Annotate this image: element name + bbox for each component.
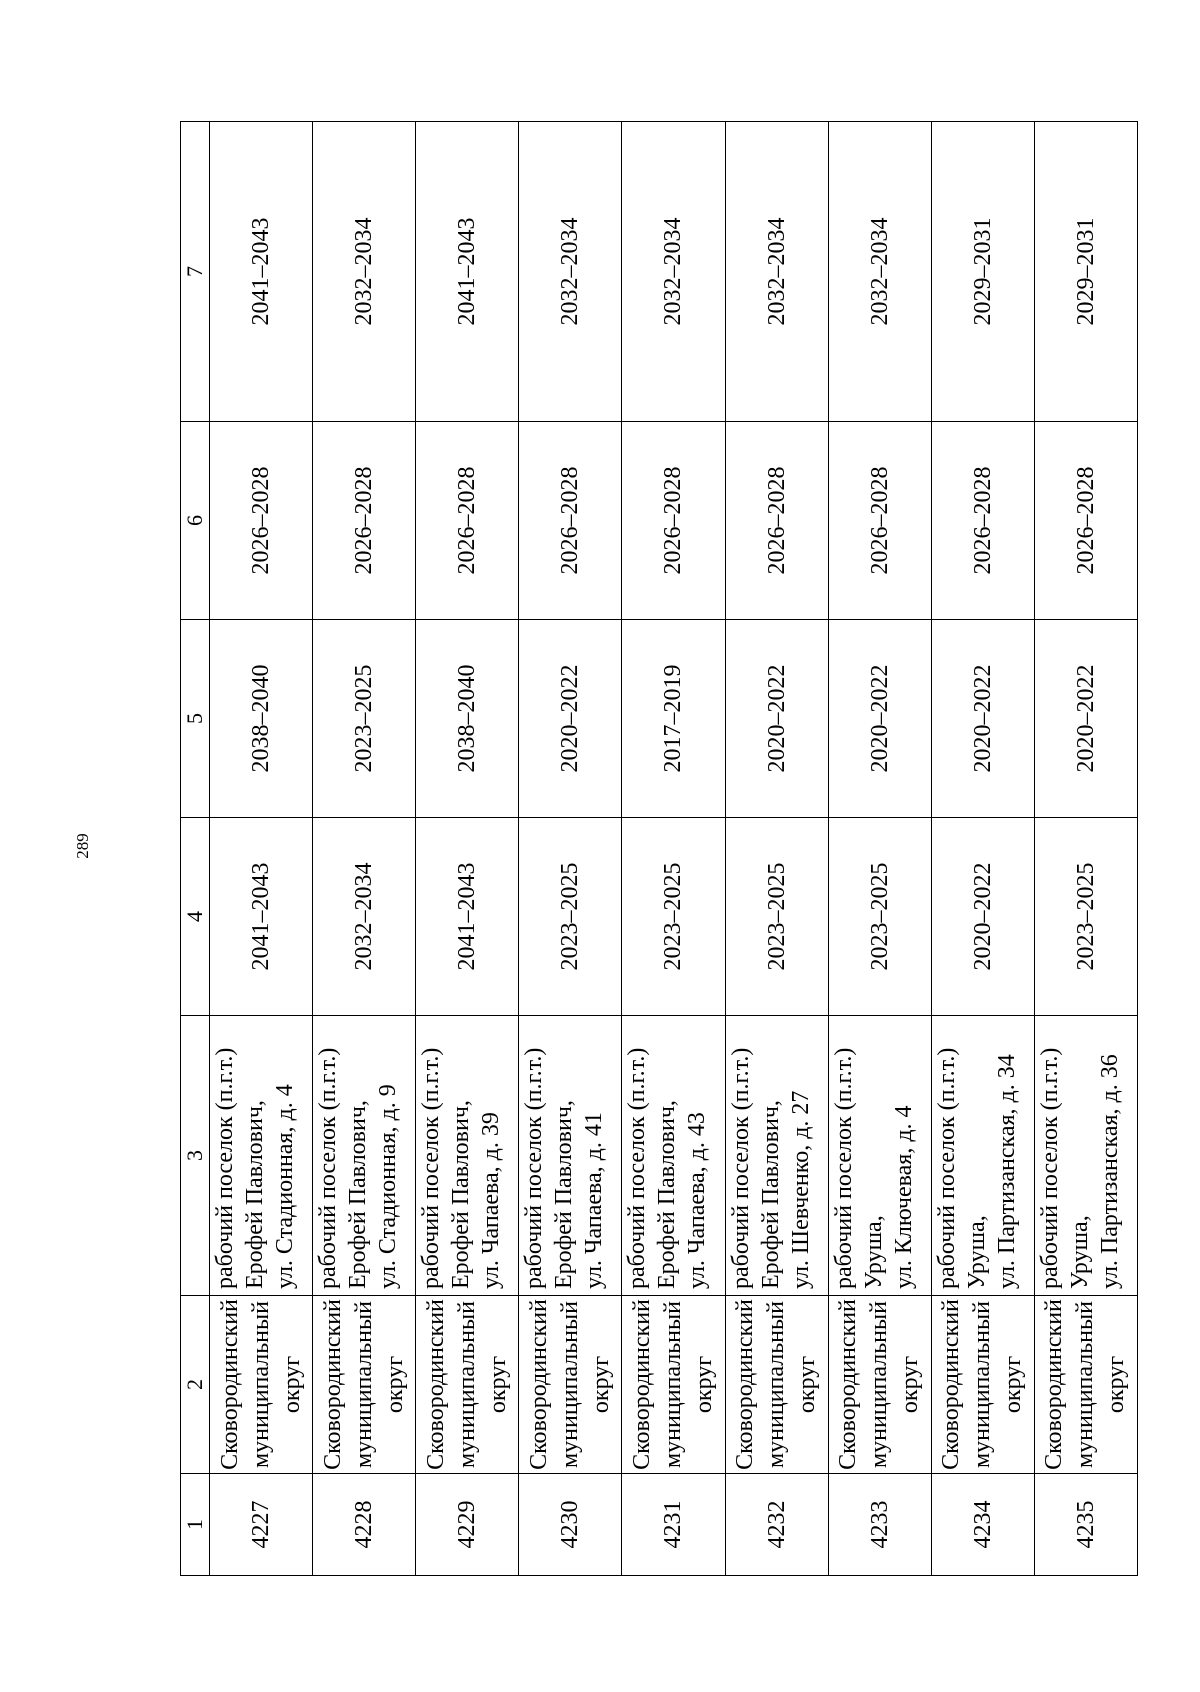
period-cell-col-6: 2026–2028 — [828, 422, 931, 620]
municipality-line: муниципальный — [350, 1301, 377, 1469]
municipality-cell — [313, 1296, 416, 1474]
municipality-line: Сковородинский — [422, 1299, 449, 1470]
period-cell-col-7: 2029–2031 — [931, 122, 1034, 422]
municipality-cell — [210, 1296, 313, 1474]
address-line: рабочий поселок (п.г.т.) — [727, 1047, 754, 1289]
address-cell — [725, 1016, 828, 1296]
column-header-6: 6 — [181, 422, 210, 620]
table-row — [313, 122, 416, 1576]
address-line: ул. Стадионная, д. 9 — [375, 1084, 402, 1289]
municipality-cell — [828, 1296, 931, 1474]
overhaul-schedule-table — [180, 121, 1138, 1576]
period-cell-col-5: 2038–2040 — [210, 620, 313, 818]
address-line: ул. Шевченко, д. 27 — [787, 1090, 814, 1289]
address-line: рабочий поселок (п.г.т.) — [521, 1047, 548, 1289]
municipality-line: округ — [278, 1355, 305, 1414]
municipality-line: муниципальный — [866, 1301, 893, 1469]
municipality-cell — [725, 1296, 828, 1474]
table-row — [210, 122, 313, 1576]
period-cell-col-6: 2026–2028 — [725, 422, 828, 620]
municipality-line: Сковородинский — [319, 1299, 346, 1470]
row-number-cell: 4228 — [313, 1474, 416, 1576]
address-cell — [1034, 1016, 1137, 1296]
address-line: рабочий поселок (п.г.т.) — [830, 1047, 857, 1289]
column-number-row — [181, 122, 210, 1576]
address-cell — [313, 1016, 416, 1296]
municipality-line: муниципальный — [453, 1301, 480, 1469]
municipality-line: Сковородинский — [732, 1299, 759, 1470]
address-line: рабочий поселок (п.г.т.) — [212, 1047, 238, 1289]
table-row — [725, 122, 828, 1576]
row-number-cell: 4235 — [1034, 1474, 1137, 1576]
municipality-line: Сковородинский — [938, 1299, 965, 1470]
address-cell — [519, 1016, 622, 1296]
municipality-line: Сковородинский — [1041, 1299, 1068, 1470]
municipality-line: округ — [897, 1355, 924, 1414]
period-cell-col-7: 2032–2034 — [313, 122, 416, 422]
address-line: рабочий поселок (п.г.т.) — [418, 1047, 445, 1289]
municipality-cell — [1034, 1296, 1137, 1474]
address-line: Ерофей Павлович, — [345, 1100, 372, 1289]
period-cell-col-4: 2023–2025 — [1034, 818, 1137, 1016]
period-cell-col-7: 2041–2043 — [416, 122, 519, 422]
column-header-3: 3 — [181, 1016, 210, 1296]
municipality-line: округ — [484, 1355, 511, 1414]
period-cell-col-4: 2023–2025 — [519, 818, 622, 1016]
address-line: Ерофей Павлович, — [757, 1100, 784, 1289]
municipality-cell — [622, 1296, 725, 1474]
address-line: рабочий поселок (п.г.т.) — [315, 1047, 342, 1289]
municipality-line: муниципальный — [659, 1301, 686, 1469]
address-line: ул. Чапаева, д. 39 — [478, 1112, 505, 1289]
municipality-line: округ — [794, 1355, 821, 1414]
period-cell-col-5: 2020–2022 — [828, 620, 931, 818]
document-table-container — [180, 122, 1138, 1576]
municipality-cell — [416, 1296, 519, 1474]
row-number-cell: 4232 — [725, 1474, 828, 1576]
column-header-7: 7 — [181, 122, 210, 422]
address-line: ул. Партизанская, д. 36 — [1096, 1054, 1123, 1289]
row-number-cell: 4231 — [622, 1474, 725, 1576]
period-cell-col-5: 2020–2022 — [519, 620, 622, 818]
period-cell-col-4: 2023–2025 — [622, 818, 725, 1016]
period-cell-col-6: 2026–2028 — [519, 422, 622, 620]
row-number-cell: 4234 — [931, 1474, 1034, 1576]
table-row — [1034, 122, 1137, 1576]
column-header-5: 5 — [181, 620, 210, 818]
period-cell-col-6: 2026–2028 — [313, 422, 416, 620]
municipality-line: Сковородинский — [835, 1299, 862, 1470]
address-line: ул. Чапаева, д. 43 — [684, 1112, 711, 1289]
address-cell — [210, 1016, 313, 1296]
row-number-cell: 4229 — [416, 1474, 519, 1576]
municipality-line: округ — [1000, 1355, 1027, 1414]
municipality-line: округ — [381, 1355, 408, 1414]
table-row — [519, 122, 622, 1576]
municipality-line: муниципальный — [247, 1301, 274, 1469]
row-number-cell: 4233 — [828, 1474, 931, 1576]
municipality-line: округ — [587, 1355, 614, 1414]
address-line: ул. Партизанская, д. 34 — [993, 1054, 1020, 1289]
municipality-line: муниципальный — [763, 1301, 790, 1469]
period-cell-col-6: 2026–2028 — [931, 422, 1034, 620]
address-line: Уруша, — [860, 1215, 887, 1289]
address-line: рабочий поселок (п.г.т.) — [933, 1047, 960, 1289]
row-number-cell: 4230 — [519, 1474, 622, 1576]
period-cell-col-7: 2032–2034 — [622, 122, 725, 422]
address-line: ул. Чапаева, д. 41 — [581, 1112, 608, 1289]
period-cell-col-7: 2032–2034 — [725, 122, 828, 422]
page-number: 289 — [73, 833, 92, 859]
address-line: Уруша, — [963, 1215, 990, 1289]
municipality-line: муниципальный — [969, 1301, 996, 1469]
period-cell-col-5: 2038–2040 — [416, 620, 519, 818]
municipality-cell — [519, 1296, 622, 1474]
address-line: Ерофей Павлович, — [242, 1100, 268, 1289]
column-header-1: 1 — [181, 1474, 210, 1576]
period-cell-col-7: 2032–2034 — [828, 122, 931, 422]
column-header-2: 2 — [181, 1296, 210, 1474]
address-line: ул. Ключевая, д. 4 — [890, 1105, 917, 1289]
period-cell-col-5: 2023–2025 — [313, 620, 416, 818]
address-cell — [622, 1016, 725, 1296]
address-line: ул. Стадионная, д. 4 — [272, 1084, 298, 1289]
municipality-line: Сковородинский — [525, 1299, 552, 1470]
municipality-line: округ — [1103, 1355, 1130, 1414]
municipality-line: муниципальный — [1072, 1301, 1099, 1469]
column-header-4: 4 — [181, 818, 210, 1016]
table-row — [622, 122, 725, 1576]
address-line: рабочий поселок (п.г.т.) — [624, 1047, 651, 1289]
address-line: Ерофей Павлович, — [654, 1100, 681, 1289]
period-cell-col-4: 2023–2025 — [828, 818, 931, 1016]
municipality-line: Сковородинский — [628, 1299, 655, 1470]
municipality-line: Сковородинский — [216, 1299, 243, 1470]
address-cell — [416, 1016, 519, 1296]
period-cell-col-6: 2026–2028 — [622, 422, 725, 620]
period-cell-col-5: 2020–2022 — [1034, 620, 1137, 818]
period-cell-col-5: 2020–2022 — [725, 620, 828, 818]
period-cell-col-5: 2020–2022 — [931, 620, 1034, 818]
address-line: Уруша, — [1066, 1215, 1093, 1289]
period-cell-col-4: 2032–2034 — [313, 818, 416, 1016]
period-cell-col-4: 2020–2022 — [931, 818, 1034, 1016]
table-row — [828, 122, 931, 1576]
period-cell-col-4: 2041–2043 — [416, 818, 519, 1016]
address-cell — [931, 1016, 1034, 1296]
address-line: Ерофей Павлович, — [448, 1100, 475, 1289]
period-cell-col-6: 2026–2028 — [416, 422, 519, 620]
period-cell-col-4: 2023–2025 — [725, 818, 828, 1016]
period-cell-col-6: 2026–2028 — [210, 422, 313, 620]
period-cell-col-4: 2041–2043 — [210, 818, 313, 1016]
period-cell-col-7: 2029–2031 — [1034, 122, 1137, 422]
row-number-cell: 4227 — [210, 1474, 313, 1576]
municipality-line: муниципальный — [556, 1301, 583, 1469]
period-cell-col-7: 2032–2034 — [519, 122, 622, 422]
period-cell-col-6: 2026–2028 — [1034, 422, 1137, 620]
address-line: Ерофей Павлович, — [551, 1100, 578, 1289]
table-row — [416, 122, 519, 1576]
period-cell-col-5: 2017–2019 — [622, 620, 725, 818]
table-body — [210, 122, 1138, 1576]
period-cell-col-7: 2041–2043 — [210, 122, 313, 422]
address-line: рабочий поселок (п.г.т.) — [1036, 1047, 1063, 1289]
municipality-line: округ — [690, 1355, 717, 1414]
rotated-table-wrapper — [180, 122, 1138, 1576]
table-row — [931, 122, 1034, 1576]
municipality-cell — [931, 1296, 1034, 1474]
address-cell — [828, 1016, 931, 1296]
